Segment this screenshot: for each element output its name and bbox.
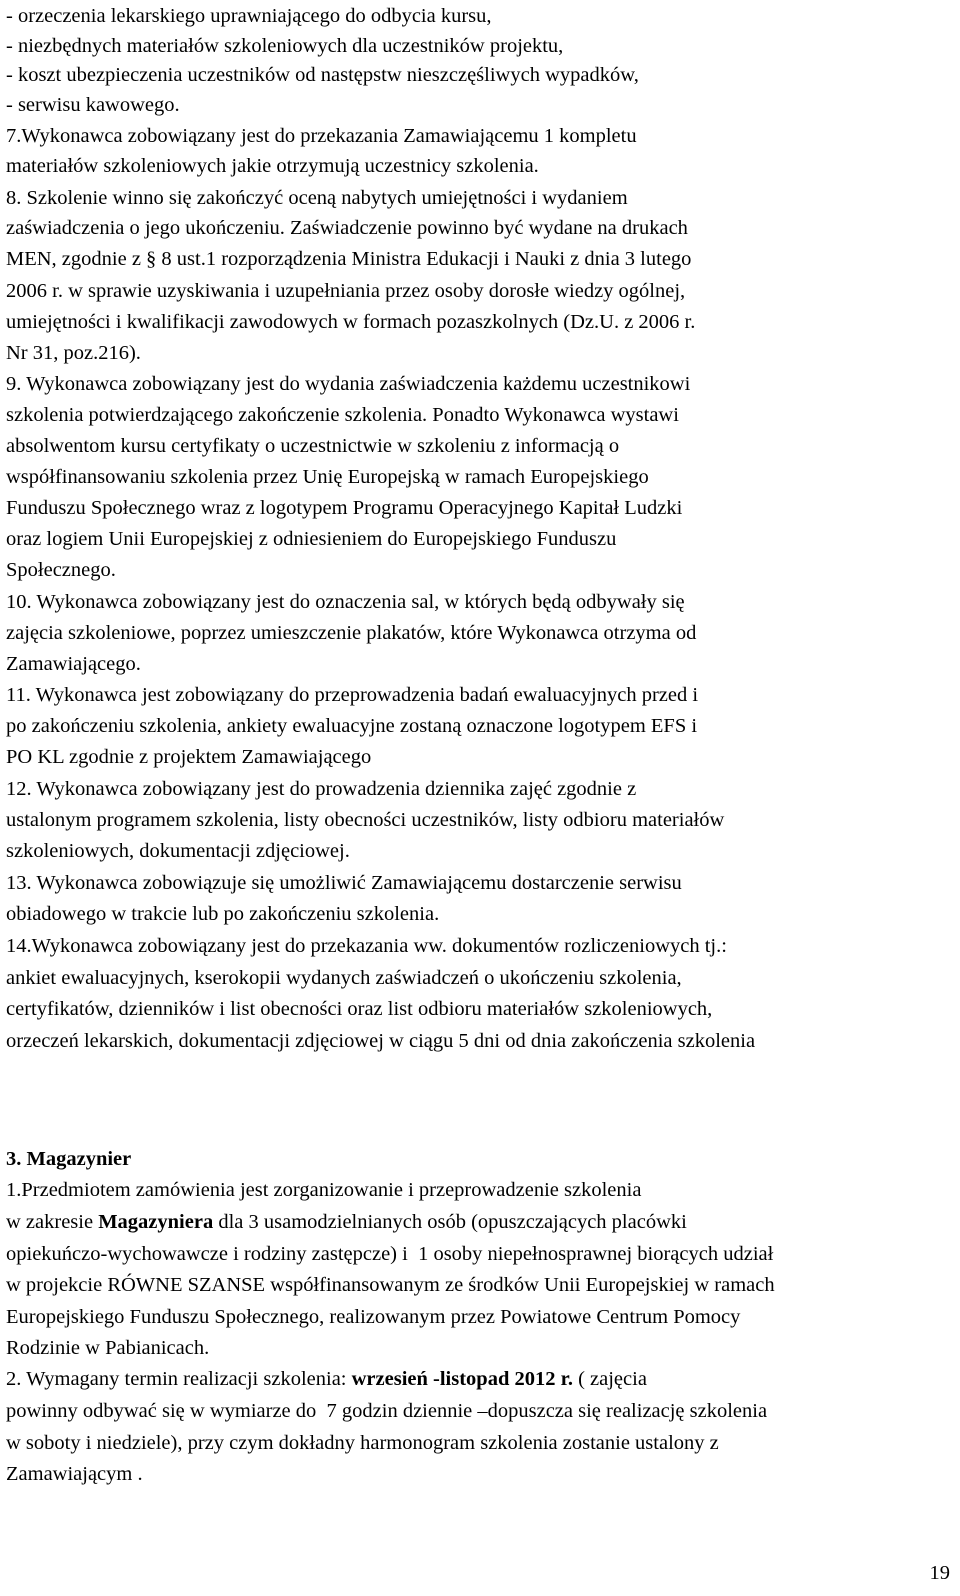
text-line: w soboty i niedziele), przy czym dokładny harmonogram szkolenia zostanie ustalony z xyxy=(6,1432,719,1454)
text-line: Zamawiającym . xyxy=(6,1463,143,1485)
text-line: szkoleniowych, dokumentacji zdjęciowej. xyxy=(6,840,350,862)
text-line: obiadowego w trakcie lub po zakończeniu szkolenia. xyxy=(6,903,440,925)
text-line: Funduszu Społecznego wraz z logotypem Programu Operacyjnego Kapitał Ludzki xyxy=(6,497,683,519)
text-line: zaświadczenia o jego ukończeniu. Zaświadczenie powinno być wydane na drukach xyxy=(6,217,688,239)
bold-text: Magazyniera xyxy=(98,1211,214,1233)
text-line: orzeczeń lekarskich, dokumentacji zdjęciowej w ciągu 5 dni od dnia zakończenia szkolenia xyxy=(6,1030,756,1052)
section-heading: 3. Magazynier xyxy=(6,1148,132,1170)
text-line: 8. Szkolenie winno się zakończyć oceną nabytych umiejętności i wydaniem xyxy=(6,187,628,209)
bold-text: wrzesień -listopad 2012 r. xyxy=(351,1368,573,1390)
text-line: Rodzinie w Pabianicach. xyxy=(6,1337,210,1359)
text-line: 10. Wykonawca zobowiązany jest do oznaczenia sal, w których będą odbywały się xyxy=(6,591,685,613)
text-span: w zakresie xyxy=(6,1211,99,1233)
text-line xyxy=(6,1367,647,1391)
text-line: MEN, zgodnie z § 8 ust.1 rozporządzenia Ministra Edukacji i Nauki z dnia 3 lutego xyxy=(6,248,692,270)
text-line: - koszt ubezpieczenia uczestników od następstw nieszczęśliwych wypadków, xyxy=(6,64,639,86)
text-line: po zakończeniu szkolenia, ankiety ewaluacyjne zostaną oznaczone logotypem EFS i xyxy=(6,715,698,737)
page-number: 19 xyxy=(929,1562,950,1584)
text-span: ( zajęcia xyxy=(572,1368,647,1390)
text-line: 12. Wykonawca zobowiązany jest do prowadzenia dziennika zajęć zgodnie z xyxy=(6,778,637,800)
text-line: opiekuńczo-wychowawcze i rodziny zastępcze) i 1 osoby niepełnosprawnej biorących udział xyxy=(6,1243,774,1265)
text-line: powinny odbywać się w wymiarze do 7 godzin dziennie –dopuszcza się realizację szkolenia xyxy=(6,1400,768,1422)
text-line: zajęcia szkoleniowe, poprzez umieszczenie plakatów, które Wykonawca otrzyma od xyxy=(6,622,697,644)
text-line: 14.Wykonawca zobowiązany jest do przekazania ww. dokumentów rozliczeniowych tj.: xyxy=(6,935,727,957)
text-line: szkolenia potwierdzającego zakończenie szkolenia. Ponadto Wykonawca wystawi xyxy=(6,404,679,426)
text-line: umiejętności i kwalifikacji zawodowych w formach pozaszkolnych (Dz.U. z 2006 r. xyxy=(6,311,696,333)
text-line: - orzeczenia lekarskiego uprawniającego do odbycia kursu, xyxy=(6,5,492,27)
text-line: - serwisu kawowego. xyxy=(6,94,180,116)
text-line: 1.Przedmiotem zamówienia jest zorganizowanie i przeprowadzenie szkolenia xyxy=(6,1179,642,1201)
text-line: współfinansowaniu szkolenia przez Unię Europejską w ramach Europejskiego xyxy=(6,466,649,488)
text-line: Europejskiego Funduszu Społecznego, realizowanym przez Powiatowe Centrum Pomocy xyxy=(6,1306,741,1328)
text-line: 11. Wykonawca jest zobowiązany do przeprowadzenia badań ewaluacyjnych przed i xyxy=(6,684,699,706)
text-line: Zamawiającego. xyxy=(6,653,141,675)
text-line: materiałów szkoleniowych jakie otrzymują uczestnicy szkolenia. xyxy=(6,155,539,177)
text-line: 13. Wykonawca zobowiązuje się umożliwić Zamawiającemu dostarczenie serwisu xyxy=(6,872,682,894)
text-line: Nr 31, poz.216). xyxy=(6,342,141,364)
text-line: ankiet ewaluacyjnych, kserokopii wydanych zaświadczeń o ukończeniu szkolenia, xyxy=(6,967,682,989)
text-line: w projekcie RÓWNE SZANSE współfinansowanym ze środków Unii Europejskiej w ramach xyxy=(6,1274,775,1296)
text-span: dla 3 usamodzielnianych osób (opuszczających placówki xyxy=(213,1211,687,1233)
text-line: PO KL zgodnie z projektem Zamawiającego xyxy=(6,746,372,768)
text-line: absolwentom kursu certyfikaty o uczestnictwie w szkoleniu z informacją o xyxy=(6,435,620,457)
text-line: 2006 r. w sprawie uzyskiwania i uzupełniania przez osoby dorosłe wiedzy ogólnej, xyxy=(6,280,686,302)
text-line: oraz logiem Unii Europejskiej z odniesieniem do Europejskiego Funduszu xyxy=(6,528,617,550)
text-line: Społecznego. xyxy=(6,559,116,581)
text-line: ustalonym programem szkolenia, listy obecności uczestników, listy odbioru materiałów xyxy=(6,809,725,831)
text-line: certyfikatów, dzienników i list obecności oraz list odbioru materiałów szkoleniowych, xyxy=(6,998,713,1020)
text-span: 2. Wymagany termin realizacji szkolenia: xyxy=(6,1368,352,1390)
text-line: 9. Wykonawca zobowiązany jest do wydania zaświadczenia każdemu uczestnikowi xyxy=(6,373,691,395)
text-line: - niezbędnych materiałów szkoleniowych dla uczestników projektu, xyxy=(6,35,564,57)
text-line: 7.Wykonawca zobowiązany jest do przekazania Zamawiającemu 1 kompletu xyxy=(6,125,637,147)
text-line xyxy=(6,1210,687,1234)
